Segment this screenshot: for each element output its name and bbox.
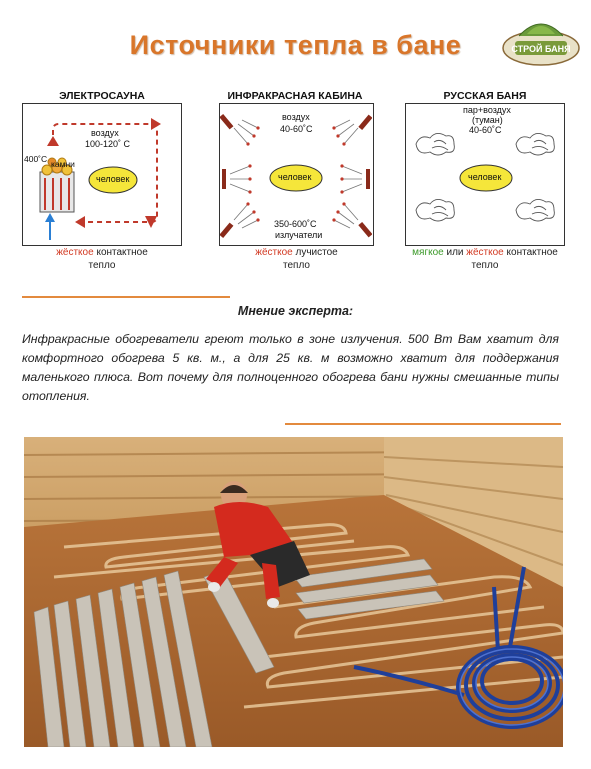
caption-hard: жёсткое bbox=[56, 247, 94, 258]
electrosauna-diagram bbox=[22, 103, 182, 246]
emitter-temp: 350-600˚С bbox=[274, 219, 317, 229]
russian-banya-caption bbox=[405, 246, 565, 272]
stones-label: камни bbox=[51, 159, 75, 169]
emitters-label: излучатели bbox=[275, 230, 323, 240]
air-temp: 100-120˚ С bbox=[85, 139, 131, 149]
logo-text: СТРОЙ БАНЯ bbox=[511, 44, 571, 54]
air-temp: 40-60˚С bbox=[469, 125, 502, 135]
panel-title-electrosauna: ЭЛЕКТРОСАУНА bbox=[59, 90, 145, 102]
infrared-diagram bbox=[219, 103, 374, 246]
air-label: воздух bbox=[91, 128, 119, 138]
logo bbox=[497, 8, 585, 70]
caption-hard: жёсткое bbox=[466, 247, 504, 258]
panel-title-infrared: ИНФРАКРАСНАЯ КАБИНА bbox=[227, 90, 363, 102]
infrared-caption bbox=[219, 246, 374, 272]
caption-rest: контактное bbox=[503, 247, 558, 258]
person-label: человек bbox=[96, 174, 130, 184]
expert-heading: Мнение эксперта: bbox=[237, 304, 354, 318]
photo-illustration bbox=[24, 437, 563, 747]
logo-graphic bbox=[497, 8, 585, 70]
warm-floor-installation-photo bbox=[24, 437, 563, 747]
stone-temp: 400˚С bbox=[24, 154, 48, 164]
electrosauna-caption bbox=[22, 246, 182, 272]
accent-rule-bottom bbox=[285, 423, 561, 425]
caption-or: или bbox=[443, 247, 467, 258]
caption-rest: лучистое bbox=[292, 247, 338, 258]
russian-banya-diagram bbox=[405, 103, 565, 246]
caption-line2: тепло bbox=[88, 260, 116, 271]
air-temp: 40-60˚С bbox=[280, 124, 313, 134]
air-label: пар+воздух bbox=[463, 105, 511, 115]
accent-rule-top bbox=[22, 296, 230, 298]
expert-quote: Инфракрасные обогреватели греют только в зоне излучения. 500 Вт Вам хватит для комфортного обогрева 5 кв. м., а для 25 кв. м возможно хватит для поддержания маленького плюса. Вот почему для полноценного обогрева бани нужны смешанные типы отопления. bbox=[22, 332, 559, 403]
air-label: воздух bbox=[282, 112, 310, 122]
person-label: человек bbox=[468, 172, 502, 182]
caption-soft: мягкое bbox=[412, 247, 444, 258]
caption-line2: тепло bbox=[471, 260, 499, 271]
air-sub: (туман) bbox=[472, 115, 503, 125]
caption-hard: жёсткое bbox=[255, 247, 293, 258]
panel-title-russian-banya: РУССКАЯ БАНЯ bbox=[443, 90, 527, 102]
page-title: Источники тепла в бане bbox=[129, 30, 462, 60]
caption-line2: тепло bbox=[283, 260, 310, 271]
caption-rest: контактное bbox=[93, 247, 148, 258]
person-label: человек bbox=[278, 172, 312, 182]
